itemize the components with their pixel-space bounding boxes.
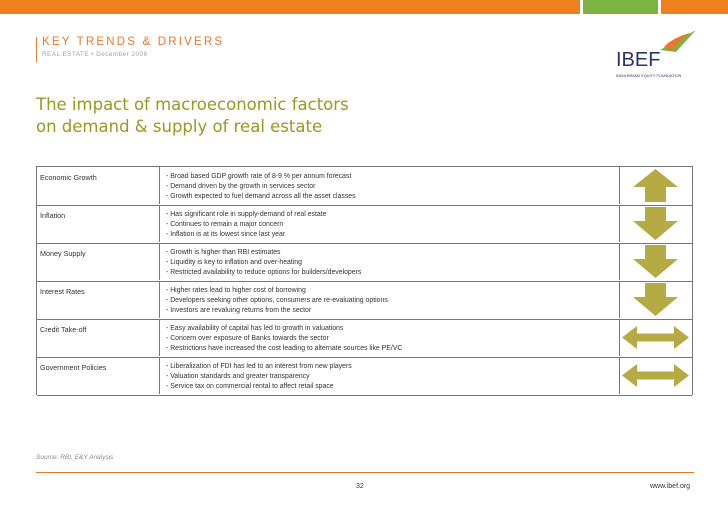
factor-label: Interest Rates xyxy=(40,287,85,296)
impact-indicator xyxy=(619,281,692,318)
section-kicker: KEY TRENDS & DRIVERS xyxy=(42,36,225,48)
table-row xyxy=(37,357,692,396)
factor-points xyxy=(166,172,616,202)
ibef-logo xyxy=(612,30,696,80)
factor-label: Government Policies xyxy=(40,363,107,372)
column-divider xyxy=(159,357,160,394)
impact-table xyxy=(36,166,693,395)
factor-points xyxy=(166,362,616,392)
impact-indicator xyxy=(619,243,692,280)
section-header xyxy=(36,37,224,62)
bullet-point: - Growth expected to fuel demand across all the asset classes xyxy=(166,193,356,201)
bullet-point: - Broad based GDP growth rate of 8-9 % per annum forecast xyxy=(166,173,352,180)
column-divider xyxy=(159,281,160,318)
top-color-bar xyxy=(0,0,728,14)
bullet-point: - Liquidity is key to inflation and over-heating xyxy=(166,259,302,267)
bullet-point: - Has significant role in supply-demand of real estate xyxy=(166,211,327,218)
page-title xyxy=(36,94,349,138)
bullet-point: - Easy availability of capital has led to growth in valuations xyxy=(166,325,344,332)
table-row xyxy=(37,243,692,282)
website-link[interactable]: www.ibef.org xyxy=(650,483,691,490)
page-title-line1: The impact of macroeconomic factors xyxy=(36,95,349,114)
table-row xyxy=(37,167,692,206)
bullet-point: - Service tax on commercial rental to affect retail space xyxy=(166,383,334,391)
bullet-point: - Demand driven by the growth in services sector xyxy=(166,183,316,191)
bullet-point: - Valuation standards and greater transparency xyxy=(166,373,310,381)
column-divider xyxy=(159,319,160,356)
logo-wordmark: IBEF xyxy=(616,49,661,71)
top-bar-orange xyxy=(0,0,580,14)
factor-label: Credit Take-off xyxy=(40,325,87,334)
factor-points xyxy=(166,286,616,316)
bullet-point: - Liberalization of FDI has led to an interest from new players xyxy=(166,363,352,370)
bullet-point: - Restrictions have increased the cost leading to alternate sources like PE/VC xyxy=(166,345,403,353)
table-row xyxy=(37,281,692,320)
bullet-point: - Growth is higher than RBI estimates xyxy=(166,249,281,256)
bird-icon xyxy=(612,30,696,80)
footer-divider xyxy=(36,472,694,473)
factor-label: Money Supply xyxy=(40,249,86,258)
column-divider xyxy=(159,205,160,242)
factor-label: Economic Growth xyxy=(40,173,97,182)
section-subtitle: REAL ESTATE • December 2008 xyxy=(42,51,148,58)
source-note: Source: RBI, E&Y Analysis xyxy=(36,454,114,461)
factor-points xyxy=(166,210,616,240)
bullet-point: - Restricted availability to reduce options for builders/developers xyxy=(166,269,362,277)
impact-indicator xyxy=(619,319,692,356)
factor-label: Inflation xyxy=(40,211,66,220)
top-bar-green xyxy=(583,0,658,14)
double-arrow-icon xyxy=(619,319,692,356)
table-row xyxy=(37,319,692,358)
page-number: 32 xyxy=(356,483,364,490)
double-arrow-icon xyxy=(619,357,692,394)
logo-tagline: INDIA BRAND EQUITY FOUNDATION xyxy=(616,74,682,78)
column-divider xyxy=(159,243,160,280)
column-divider xyxy=(159,167,160,204)
down-arrow-icon xyxy=(619,281,692,318)
up-arrow-icon xyxy=(619,167,692,204)
table-row xyxy=(37,205,692,244)
factor-points xyxy=(166,324,616,354)
bullet-point: - Higher rates lead to higher cost of borrowing xyxy=(166,287,306,294)
impact-indicator xyxy=(619,167,692,204)
bullet-point: - Inflation is at its lowest since last year xyxy=(166,231,286,239)
down-arrow-icon xyxy=(619,243,692,280)
bullet-point: - Developers seeking other options, consumers are re-evaluating options xyxy=(166,297,388,305)
bullet-point: - Investors are revaluing returns from the sector xyxy=(166,307,312,315)
impact-indicator xyxy=(619,357,692,394)
bullet-point: - Continues to remain a major concern xyxy=(166,221,284,229)
bullet-point: - Concern over exposure of Banks towards the sector xyxy=(166,335,329,343)
page-title-line2: on demand & supply of real estate xyxy=(36,117,323,136)
impact-indicator xyxy=(619,205,692,242)
down-arrow-icon xyxy=(619,205,692,242)
top-bar-orange-right xyxy=(661,0,728,14)
factor-points xyxy=(166,248,616,278)
